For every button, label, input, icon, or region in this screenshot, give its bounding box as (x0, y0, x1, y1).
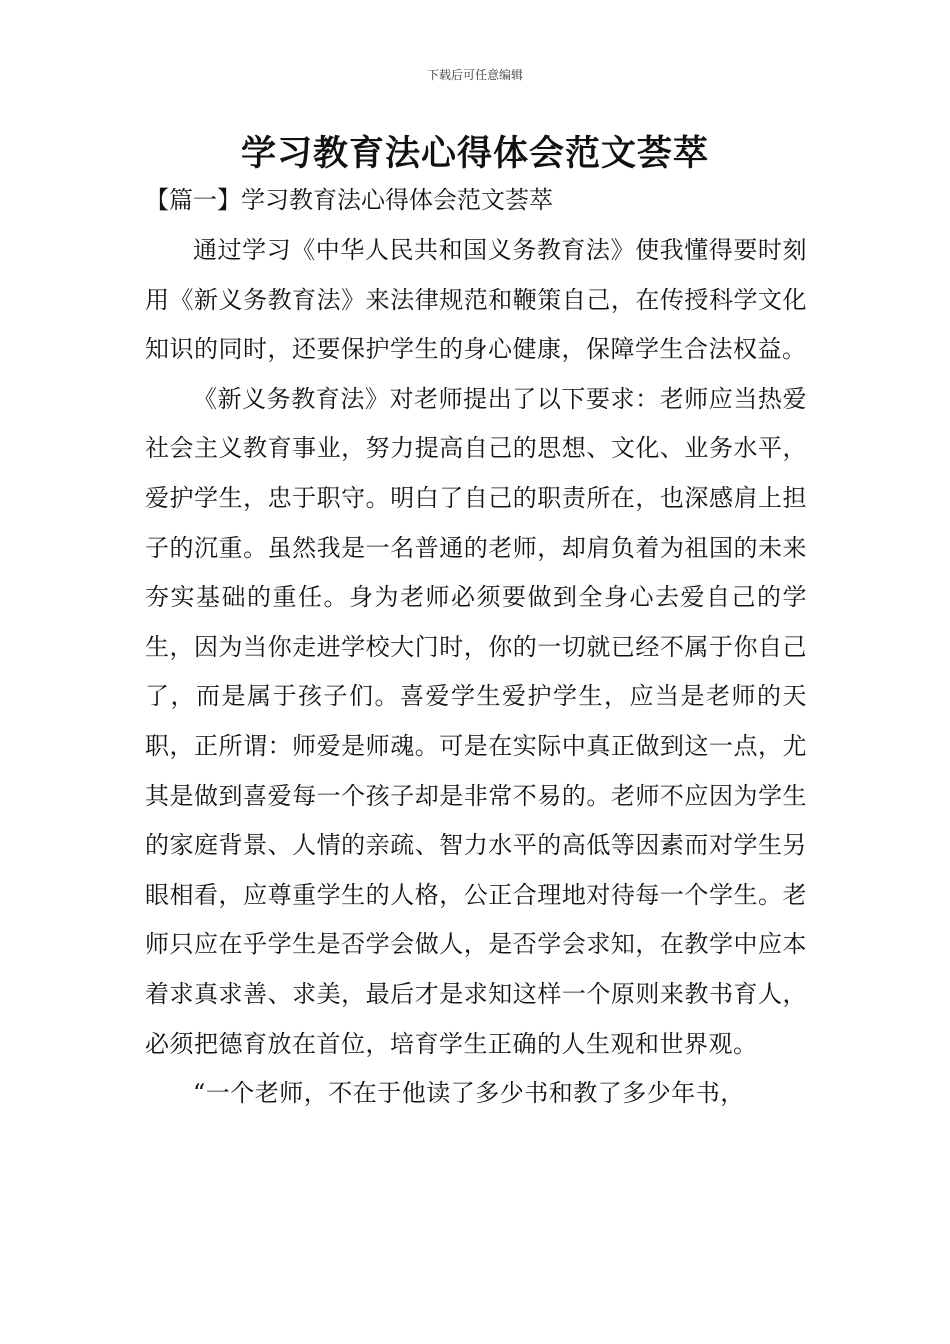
document-title: 学习教育法心得体会范文荟萃 (240, 134, 709, 174)
document-body (145, 226, 807, 1119)
section-heading: 【篇一】学习教育法心得体会范文荟萃 (145, 186, 553, 214)
paragraph-3: “一个老师，不在于他读了多少书和教了多少年书， (193, 1079, 745, 1108)
header-note: 下载后可任意编辑 (426, 68, 523, 82)
paragraph-1: 通过学习《中华人民共和国义务教育法》使我懂得要时刻用《新义务教育法》来法律规范和鞭策自己，在传授科学文化知识的同时，还要保护学生的身心健康，保障学生合法权益。 (145, 236, 807, 364)
paragraph-2: 《新义务教育法》对老师提出了以下要求：老师应当热爱社会主义教育事业，努力提高自己的思想、文化、业务水平，爱护学生，忠于职守。明白了自己的职责所在，也深感肩上担子的沉重。虽然我是一名普通的老师，却肩负着为祖国的未来夯实基础的重任。身为老师必须要做到全身心去爱自己的学生，因为当你走进学校大门时，你的一切就已经不属于你自己了，而是属于孩子们。喜爱学生爱护学生，应当是老师的天职，正所谓：师爱是师魂。可是在实际中真正做到这一点，尤其是做到喜爱每一个孩子却是非常不易的。老师不应因为学生的家庭背景、人情的亲疏、智力水平的高低等因素而对学生另眼相看，应尊重学生的人格，公正合理地对待每一个学生。老师只应在乎学生是否学会做人，是否学会求知，在教学中应本着求真求善、求美，最后才是求知这样一个原则来教书育人，必须把德育放在首位，培育学生正确的人生观和世界观。 (145, 384, 807, 1058)
